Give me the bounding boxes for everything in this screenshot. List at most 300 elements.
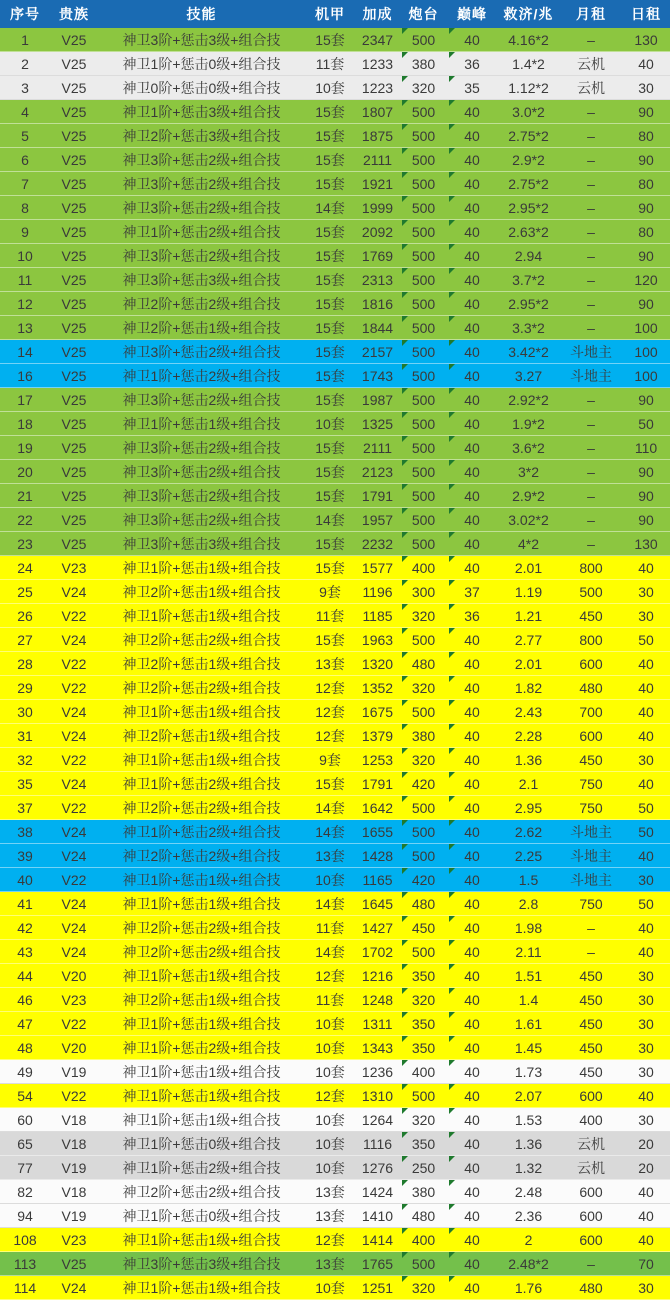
cell-no[interactable]: 41 bbox=[17, 895, 33, 912]
table-row[interactable] bbox=[0, 988, 670, 1012]
cell-bonus[interactable]: 1311 bbox=[362, 1015, 393, 1032]
cell-monthly[interactable]: 800 bbox=[579, 559, 603, 576]
cell-monthly[interactable]: – bbox=[587, 511, 595, 528]
cell-bonus[interactable]: 1233 bbox=[361, 55, 394, 72]
cell-vip[interactable]: V25 bbox=[61, 271, 87, 288]
cell-turret[interactable]: 320 bbox=[400, 676, 447, 699]
cell-skill[interactable]: 神卫1阶+惩击2级+组合技 bbox=[122, 775, 281, 792]
cell-no[interactable]: 65 bbox=[17, 1135, 33, 1152]
cell-bonus[interactable]: 1379 bbox=[361, 727, 394, 744]
cell-turret[interactable]: 500 bbox=[400, 292, 447, 315]
cell-peak[interactable]: 40 bbox=[447, 1276, 497, 1299]
cell-no[interactable]: 2 bbox=[21, 55, 29, 72]
cell-monthly[interactable]: 斗地主 bbox=[570, 847, 612, 864]
cell-bonus[interactable]: 1675 bbox=[361, 703, 394, 720]
cell-relief[interactable]: 3.7*2 bbox=[512, 271, 545, 288]
cell-turret[interactable]: 350 bbox=[400, 964, 447, 987]
cell-bonus[interactable]: 2111 bbox=[362, 439, 393, 456]
cell-mech[interactable]: 15套 bbox=[315, 391, 345, 408]
table-row[interactable] bbox=[0, 148, 670, 172]
cell-no[interactable]: 25 bbox=[17, 583, 33, 600]
cell-monthly[interactable]: – bbox=[587, 535, 595, 552]
cell-monthly[interactable]: 云机 bbox=[577, 55, 605, 72]
cell-peak[interactable]: 40 bbox=[447, 244, 497, 267]
cell-relief[interactable]: 2 bbox=[524, 1231, 533, 1248]
cell-monthly[interactable]: 云机 bbox=[577, 1135, 605, 1152]
cell-monthly[interactable]: 斗地主 bbox=[570, 367, 612, 384]
cell-monthly[interactable]: – bbox=[587, 127, 595, 144]
cell-monthly[interactable]: – bbox=[587, 31, 595, 48]
cell-turret[interactable]: 500 bbox=[400, 532, 447, 555]
cell-mech[interactable]: 13套 bbox=[315, 1207, 345, 1224]
cell-mech[interactable]: 10套 bbox=[315, 415, 345, 432]
cell-vip[interactable]: V25 bbox=[61, 463, 87, 480]
cell-turret[interactable]: 500 bbox=[400, 940, 447, 963]
table-row[interactable] bbox=[0, 604, 670, 628]
cell-peak[interactable]: 40 bbox=[447, 1060, 497, 1083]
cell-peak[interactable]: 40 bbox=[447, 412, 497, 435]
cell-vip[interactable]: V25 bbox=[61, 55, 87, 72]
cell-turret[interactable]: 250 bbox=[400, 1156, 447, 1179]
cell-mech[interactable]: 15套 bbox=[315, 775, 345, 792]
cell-turret[interactable]: 350 bbox=[400, 1012, 447, 1035]
cell-skill[interactable]: 神卫2阶+惩击2级+组合技 bbox=[122, 919, 281, 936]
table-row[interactable] bbox=[0, 532, 670, 556]
cell-bonus[interactable]: 1427 bbox=[361, 919, 394, 936]
cell-bonus[interactable]: 1116 bbox=[362, 1135, 393, 1152]
cell-daily[interactable]: 40 bbox=[638, 559, 654, 576]
cell-skill[interactable]: 神卫1阶+惩击1级+组合技 bbox=[122, 871, 281, 888]
cell-monthly[interactable]: – bbox=[587, 295, 595, 312]
cell-monthly[interactable]: 斗地主 bbox=[570, 343, 612, 360]
cell-mech[interactable]: 11套 bbox=[315, 55, 345, 72]
cell-mech[interactable]: 14套 bbox=[315, 943, 345, 960]
cell-monthly[interactable]: – bbox=[587, 415, 595, 432]
cell-turret[interactable]: 500 bbox=[400, 148, 447, 171]
cell-vip[interactable]: V22 bbox=[61, 607, 87, 624]
cell-vip[interactable]: V24 bbox=[61, 727, 87, 744]
cell-vip[interactable]: V25 bbox=[61, 535, 87, 552]
cell-peak[interactable]: 40 bbox=[447, 556, 497, 579]
cell-relief[interactable]: 3.0*2 bbox=[512, 103, 545, 120]
cell-skill[interactable]: 神卫1阶+惩击1级+组合技 bbox=[122, 1279, 281, 1296]
cell-mech[interactable]: 14套 bbox=[315, 799, 345, 816]
table-row[interactable] bbox=[0, 1252, 670, 1276]
cell-monthly[interactable]: 450 bbox=[579, 1039, 603, 1056]
cell-monthly[interactable]: – bbox=[587, 271, 595, 288]
cell-daily[interactable]: 30 bbox=[638, 967, 654, 984]
cell-vip[interactable]: V24 bbox=[61, 1279, 87, 1296]
cell-peak[interactable]: 40 bbox=[447, 268, 497, 291]
cell-bonus[interactable]: 1223 bbox=[361, 79, 394, 96]
cell-mech[interactable]: 13套 bbox=[315, 1183, 345, 1200]
cell-skill[interactable]: 神卫2阶+惩击1级+组合技 bbox=[122, 583, 281, 600]
table-row[interactable] bbox=[0, 76, 670, 100]
cell-skill[interactable]: 神卫1阶+惩击0级+组合技 bbox=[122, 1207, 281, 1224]
table-row[interactable] bbox=[0, 1204, 670, 1228]
cell-vip[interactable]: V20 bbox=[61, 967, 87, 984]
cell-vip[interactable]: V19 bbox=[61, 1063, 87, 1080]
cell-turret[interactable]: 450 bbox=[400, 916, 447, 939]
cell-bonus[interactable]: 1577 bbox=[361, 559, 394, 576]
cell-turret[interactable]: 320 bbox=[400, 988, 447, 1011]
cell-vip[interactable]: V25 bbox=[61, 31, 87, 48]
cell-no[interactable]: 82 bbox=[17, 1183, 33, 1200]
cell-vip[interactable]: V25 bbox=[61, 199, 87, 216]
cell-no[interactable]: 14 bbox=[17, 343, 33, 360]
cell-vip[interactable]: V24 bbox=[61, 823, 87, 840]
cell-monthly[interactable]: 450 bbox=[579, 991, 603, 1008]
cell-mech[interactable]: 10套 bbox=[315, 1159, 345, 1176]
cell-skill[interactable]: 神卫1阶+惩击2级+组合技 bbox=[122, 823, 281, 840]
table-row[interactable] bbox=[0, 868, 670, 892]
cell-daily[interactable]: 80 bbox=[638, 127, 654, 144]
cell-daily[interactable]: 30 bbox=[638, 583, 654, 600]
cell-skill[interactable]: 神卫3阶+惩击2级+组合技 bbox=[122, 175, 281, 192]
cell-bonus[interactable]: 1216 bbox=[361, 967, 394, 984]
cell-peak[interactable]: 40 bbox=[447, 700, 497, 723]
cell-relief[interactable]: 2.95*2 bbox=[508, 199, 549, 216]
table-row[interactable] bbox=[0, 1132, 670, 1156]
cell-relief[interactable]: 1.32 bbox=[514, 1159, 543, 1176]
cell-no[interactable]: 39 bbox=[17, 847, 33, 864]
cell-peak[interactable]: 40 bbox=[447, 940, 497, 963]
cell-turret[interactable]: 500 bbox=[400, 100, 447, 123]
cell-peak[interactable]: 40 bbox=[447, 1108, 497, 1131]
table-row[interactable] bbox=[0, 1060, 670, 1084]
table-row[interactable] bbox=[0, 652, 670, 676]
cell-daily[interactable]: 100 bbox=[634, 367, 658, 384]
table-row[interactable] bbox=[0, 484, 670, 508]
cell-turret[interactable]: 380 bbox=[400, 52, 447, 75]
cell-peak[interactable]: 40 bbox=[447, 964, 497, 987]
cell-mech[interactable]: 10套 bbox=[315, 1039, 345, 1056]
cell-bonus[interactable]: 1844 bbox=[361, 319, 394, 336]
cell-vip[interactable]: V22 bbox=[61, 799, 87, 816]
cell-skill[interactable]: 神卫1阶+惩击1级+组合技 bbox=[122, 967, 281, 984]
cell-monthly[interactable]: 480 bbox=[579, 1279, 603, 1296]
cell-daily[interactable]: 120 bbox=[634, 271, 658, 288]
cell-no[interactable]: 5 bbox=[21, 127, 29, 144]
cell-vip[interactable]: V19 bbox=[61, 1207, 87, 1224]
table-row[interactable] bbox=[0, 508, 670, 532]
table-row[interactable] bbox=[0, 52, 670, 76]
cell-peak[interactable]: 40 bbox=[447, 820, 497, 843]
cell-mech[interactable]: 13套 bbox=[315, 847, 345, 864]
cell-skill[interactable]: 神卫3阶+惩击2级+组合技 bbox=[122, 247, 281, 264]
cell-turret[interactable]: 500 bbox=[400, 244, 447, 267]
cell-turret[interactable]: 500 bbox=[400, 1084, 447, 1107]
cell-bonus[interactable]: 1769 bbox=[361, 247, 394, 264]
cell-mech[interactable]: 14套 bbox=[315, 823, 345, 840]
cell-mech[interactable]: 15套 bbox=[315, 535, 345, 552]
cell-turret[interactable]: 500 bbox=[400, 196, 447, 219]
cell-monthly[interactable]: 云机 bbox=[577, 1159, 605, 1176]
cell-monthly[interactable]: – bbox=[587, 439, 595, 456]
cell-vip[interactable]: V24 bbox=[61, 583, 87, 600]
cell-peak[interactable]: 40 bbox=[447, 796, 497, 819]
cell-vip[interactable]: V23 bbox=[61, 559, 87, 576]
cell-daily[interactable]: 90 bbox=[638, 391, 654, 408]
cell-bonus[interactable]: 1352 bbox=[361, 679, 394, 696]
table-row[interactable] bbox=[0, 460, 670, 484]
cell-bonus[interactable]: 1253 bbox=[361, 751, 394, 768]
cell-relief[interactable]: 3.3*2 bbox=[512, 319, 545, 336]
cell-peak[interactable]: 40 bbox=[447, 436, 497, 459]
table-row[interactable] bbox=[0, 172, 670, 196]
cell-no[interactable]: 8 bbox=[21, 199, 29, 216]
cell-daily[interactable]: 20 bbox=[638, 1159, 654, 1176]
cell-bonus[interactable]: 1414 bbox=[361, 1231, 394, 1248]
cell-daily[interactable]: 90 bbox=[638, 463, 654, 480]
cell-monthly[interactable]: – bbox=[587, 319, 595, 336]
cell-turret[interactable]: 320 bbox=[400, 76, 447, 99]
cell-mech[interactable]: 14套 bbox=[315, 199, 345, 216]
cell-mech[interactable]: 15套 bbox=[315, 127, 345, 144]
cell-vip[interactable]: V25 bbox=[61, 295, 87, 312]
cell-turret[interactable]: 500 bbox=[400, 220, 447, 243]
cell-no[interactable]: 54 bbox=[17, 1087, 33, 1104]
cell-bonus[interactable]: 1655 bbox=[361, 823, 394, 840]
cell-relief[interactable]: 1.98 bbox=[514, 919, 543, 936]
cell-mech[interactable]: 11套 bbox=[315, 991, 345, 1008]
cell-vip[interactable]: V24 bbox=[61, 775, 87, 792]
table-row[interactable] bbox=[0, 964, 670, 988]
cell-monthly[interactable]: 斗地主 bbox=[570, 871, 612, 888]
cell-monthly[interactable]: 450 bbox=[579, 967, 603, 984]
cell-mech[interactable]: 15套 bbox=[315, 151, 345, 168]
cell-mech[interactable]: 15套 bbox=[315, 31, 345, 48]
cell-vip[interactable]: V18 bbox=[61, 1135, 87, 1152]
cell-skill[interactable]: 神卫1阶+惩击1级+组合技 bbox=[122, 415, 281, 432]
cell-no[interactable]: 6 bbox=[21, 151, 29, 168]
cell-vip[interactable]: V22 bbox=[61, 1015, 87, 1032]
cell-relief[interactable]: 1.36 bbox=[514, 751, 543, 768]
cell-monthly[interactable]: 600 bbox=[579, 727, 603, 744]
cell-relief[interactable]: 3*2 bbox=[517, 463, 540, 480]
cell-no[interactable]: 43 bbox=[17, 943, 33, 960]
cell-monthly[interactable]: 450 bbox=[579, 1015, 603, 1032]
cell-vip[interactable]: V24 bbox=[61, 919, 87, 936]
cell-no[interactable]: 27 bbox=[17, 631, 33, 648]
cell-monthly[interactable]: 斗地主 bbox=[570, 823, 612, 840]
cell-turret[interactable]: 400 bbox=[400, 1228, 447, 1251]
cell-daily[interactable]: 90 bbox=[638, 103, 654, 120]
cell-relief[interactable]: 3.27 bbox=[514, 367, 543, 384]
cell-turret[interactable]: 500 bbox=[400, 316, 447, 339]
cell-relief[interactable]: 2.75*2 bbox=[508, 175, 549, 192]
cell-monthly[interactable]: – bbox=[587, 223, 595, 240]
cell-relief[interactable]: 3.02*2 bbox=[508, 511, 549, 528]
cell-no[interactable]: 46 bbox=[17, 991, 33, 1008]
cell-monthly[interactable]: 450 bbox=[579, 1063, 603, 1080]
cell-peak[interactable]: 40 bbox=[447, 916, 497, 939]
cell-no[interactable]: 113 bbox=[13, 1255, 37, 1272]
cell-skill[interactable]: 神卫3阶+惩击2级+组合技 bbox=[122, 463, 281, 480]
cell-bonus[interactable]: 1325 bbox=[361, 415, 394, 432]
cell-turret[interactable]: 500 bbox=[400, 268, 447, 291]
cell-relief[interactable]: 2.94 bbox=[514, 247, 543, 264]
cell-relief[interactable]: 2.9*2 bbox=[512, 487, 545, 504]
cell-skill[interactable]: 神卫0阶+惩击0级+组合技 bbox=[122, 79, 281, 96]
cell-turret[interactable]: 500 bbox=[400, 460, 447, 483]
cell-bonus[interactable]: 1410 bbox=[361, 1207, 394, 1224]
cell-bonus[interactable]: 1987 bbox=[361, 391, 394, 408]
cell-no[interactable]: 31 bbox=[17, 727, 33, 744]
cell-skill[interactable]: 神卫3阶+惩击2级+组合技 bbox=[122, 439, 281, 456]
cell-no[interactable]: 20 bbox=[17, 463, 33, 480]
cell-relief[interactable]: 1.73 bbox=[514, 1063, 543, 1080]
cell-peak[interactable]: 40 bbox=[447, 28, 497, 51]
cell-bonus[interactable]: 1791 bbox=[361, 487, 394, 504]
cell-bonus[interactable]: 1276 bbox=[361, 1159, 394, 1176]
cell-daily[interactable]: 40 bbox=[638, 943, 654, 960]
cell-relief[interactable]: 4.16*2 bbox=[508, 31, 549, 48]
cell-monthly[interactable]: 800 bbox=[579, 631, 603, 648]
cell-mech[interactable]: 15套 bbox=[315, 103, 345, 120]
cell-mech[interactable]: 15套 bbox=[315, 559, 345, 576]
cell-mech[interactable]: 10套 bbox=[315, 1063, 345, 1080]
cell-skill[interactable]: 神卫1阶+惩击1级+组合技 bbox=[122, 1015, 281, 1032]
cell-monthly[interactable]: 500 bbox=[579, 583, 603, 600]
cell-daily[interactable]: 50 bbox=[638, 799, 654, 816]
table-row[interactable] bbox=[0, 1156, 670, 1180]
cell-skill[interactable]: 神卫1阶+惩击2级+组合技 bbox=[122, 367, 281, 384]
cell-monthly[interactable]: – bbox=[587, 1255, 595, 1272]
cell-bonus[interactable]: 2313 bbox=[361, 271, 394, 288]
cell-bonus[interactable]: 1921 bbox=[361, 175, 394, 192]
table-row[interactable] bbox=[0, 1276, 670, 1300]
cell-relief[interactable]: 2.77 bbox=[514, 631, 543, 648]
cell-turret[interactable]: 480 bbox=[400, 652, 447, 675]
cell-no[interactable]: 60 bbox=[17, 1111, 33, 1128]
table-row[interactable] bbox=[0, 412, 670, 436]
cell-relief[interactable]: 2.07 bbox=[514, 1087, 543, 1104]
cell-bonus[interactable]: 2092 bbox=[361, 223, 394, 240]
cell-no[interactable]: 30 bbox=[17, 703, 33, 720]
cell-relief[interactable]: 2.1 bbox=[518, 775, 539, 792]
cell-peak[interactable]: 40 bbox=[447, 844, 497, 867]
cell-peak[interactable]: 40 bbox=[447, 220, 497, 243]
cell-relief[interactable]: 2.95 bbox=[514, 799, 543, 816]
cell-peak[interactable]: 40 bbox=[447, 772, 497, 795]
cell-turret[interactable]: 500 bbox=[400, 412, 447, 435]
cell-no[interactable]: 26 bbox=[17, 607, 33, 624]
cell-monthly[interactable]: – bbox=[587, 247, 595, 264]
cell-bonus[interactable]: 1320 bbox=[361, 655, 394, 672]
cell-no[interactable]: 44 bbox=[17, 967, 33, 984]
cell-no[interactable]: 114 bbox=[13, 1279, 37, 1296]
cell-no[interactable]: 24 bbox=[17, 559, 33, 576]
cell-skill[interactable]: 神卫2阶+惩击2级+组合技 bbox=[122, 799, 281, 816]
cell-relief[interactable]: 1.12*2 bbox=[508, 79, 549, 96]
cell-mech[interactable]: 14套 bbox=[315, 511, 345, 528]
cell-peak[interactable]: 40 bbox=[447, 508, 497, 531]
table-row[interactable] bbox=[0, 28, 670, 52]
cell-bonus[interactable]: 1999 bbox=[361, 199, 394, 216]
cell-no[interactable]: 47 bbox=[17, 1015, 33, 1032]
cell-relief[interactable]: 2.63*2 bbox=[508, 223, 549, 240]
cell-relief[interactable]: 4*2 bbox=[517, 535, 540, 552]
cell-vip[interactable]: V25 bbox=[61, 319, 87, 336]
cell-monthly[interactable]: – bbox=[587, 943, 595, 960]
cell-mech[interactable]: 10套 bbox=[315, 1135, 345, 1152]
cell-daily[interactable]: 40 bbox=[638, 919, 654, 936]
cell-no[interactable]: 16 bbox=[17, 367, 33, 384]
cell-daily[interactable]: 40 bbox=[638, 847, 654, 864]
cell-bonus[interactable]: 1424 bbox=[361, 1183, 394, 1200]
cell-daily[interactable]: 80 bbox=[638, 175, 654, 192]
cell-relief[interactable]: 2.28 bbox=[514, 727, 543, 744]
cell-relief[interactable]: 2.43 bbox=[514, 703, 543, 720]
cell-turret[interactable]: 400 bbox=[400, 556, 447, 579]
cell-daily[interactable]: 100 bbox=[634, 343, 658, 360]
cell-no[interactable]: 10 bbox=[17, 247, 33, 264]
cell-relief[interactable]: 2.25 bbox=[514, 847, 543, 864]
cell-bonus[interactable]: 1957 bbox=[361, 511, 394, 528]
cell-mech[interactable]: 13套 bbox=[315, 655, 345, 672]
cell-skill[interactable]: 神卫2阶+惩击2级+组合技 bbox=[122, 1183, 281, 1200]
cell-bonus[interactable]: 1196 bbox=[362, 583, 393, 600]
cell-bonus[interactable]: 1807 bbox=[361, 103, 394, 120]
cell-monthly[interactable]: 750 bbox=[579, 775, 603, 792]
cell-mech[interactable]: 9套 bbox=[319, 751, 341, 768]
cell-no[interactable]: 12 bbox=[17, 295, 33, 312]
cell-turret[interactable]: 500 bbox=[400, 364, 447, 387]
cell-mech[interactable]: 15套 bbox=[315, 487, 345, 504]
cell-vip[interactable]: V22 bbox=[61, 751, 87, 768]
table-row[interactable] bbox=[0, 1012, 670, 1036]
cell-no[interactable]: 18 bbox=[17, 415, 33, 432]
cell-skill[interactable]: 神卫2阶+惩击2级+组合技 bbox=[122, 943, 281, 960]
cell-peak[interactable]: 37 bbox=[447, 580, 497, 603]
cell-no[interactable]: 32 bbox=[17, 751, 33, 768]
cell-relief[interactable]: 1.82 bbox=[514, 679, 543, 696]
table-row[interactable] bbox=[0, 436, 670, 460]
cell-no[interactable]: 21 bbox=[17, 487, 33, 504]
cell-monthly[interactable]: – bbox=[587, 103, 595, 120]
cell-vip[interactable]: V25 bbox=[61, 343, 87, 360]
table-row[interactable] bbox=[0, 1180, 670, 1204]
cell-peak[interactable]: 40 bbox=[447, 1036, 497, 1059]
cell-mech[interactable]: 9套 bbox=[319, 583, 341, 600]
cell-no[interactable]: 22 bbox=[17, 511, 33, 528]
cell-skill[interactable]: 神卫3阶+惩击2级+组合技 bbox=[122, 511, 281, 528]
cell-turret[interactable]: 320 bbox=[400, 1108, 447, 1131]
cell-bonus[interactable]: 1264 bbox=[361, 1111, 394, 1128]
cell-relief[interactable]: 2.48 bbox=[514, 1183, 543, 1200]
cell-relief[interactable]: 2.48*2 bbox=[508, 1255, 549, 1272]
cell-mech[interactable]: 12套 bbox=[315, 967, 345, 984]
table-row[interactable] bbox=[0, 1084, 670, 1108]
cell-vip[interactable]: V19 bbox=[61, 1159, 87, 1176]
cell-skill[interactable]: 神卫3阶+惩击3级+组合技 bbox=[122, 271, 281, 288]
cell-turret[interactable]: 500 bbox=[400, 508, 447, 531]
cell-bonus[interactable]: 1642 bbox=[361, 799, 394, 816]
cell-relief[interactable]: 1.4 bbox=[518, 991, 539, 1008]
cell-bonus[interactable]: 1791 bbox=[361, 775, 394, 792]
cell-skill[interactable]: 神卫2阶+惩击2级+组合技 bbox=[122, 295, 281, 312]
cell-mech[interactable]: 15套 bbox=[315, 343, 345, 360]
table-row[interactable] bbox=[0, 844, 670, 868]
cell-turret[interactable]: 500 bbox=[400, 1252, 447, 1275]
cell-turret[interactable]: 500 bbox=[400, 436, 447, 459]
table-row[interactable] bbox=[0, 676, 670, 700]
cell-vip[interactable]: V25 bbox=[61, 415, 87, 432]
cell-monthly[interactable]: – bbox=[587, 463, 595, 480]
cell-vip[interactable]: V25 bbox=[61, 511, 87, 528]
cell-bonus[interactable]: 1185 bbox=[362, 607, 393, 624]
